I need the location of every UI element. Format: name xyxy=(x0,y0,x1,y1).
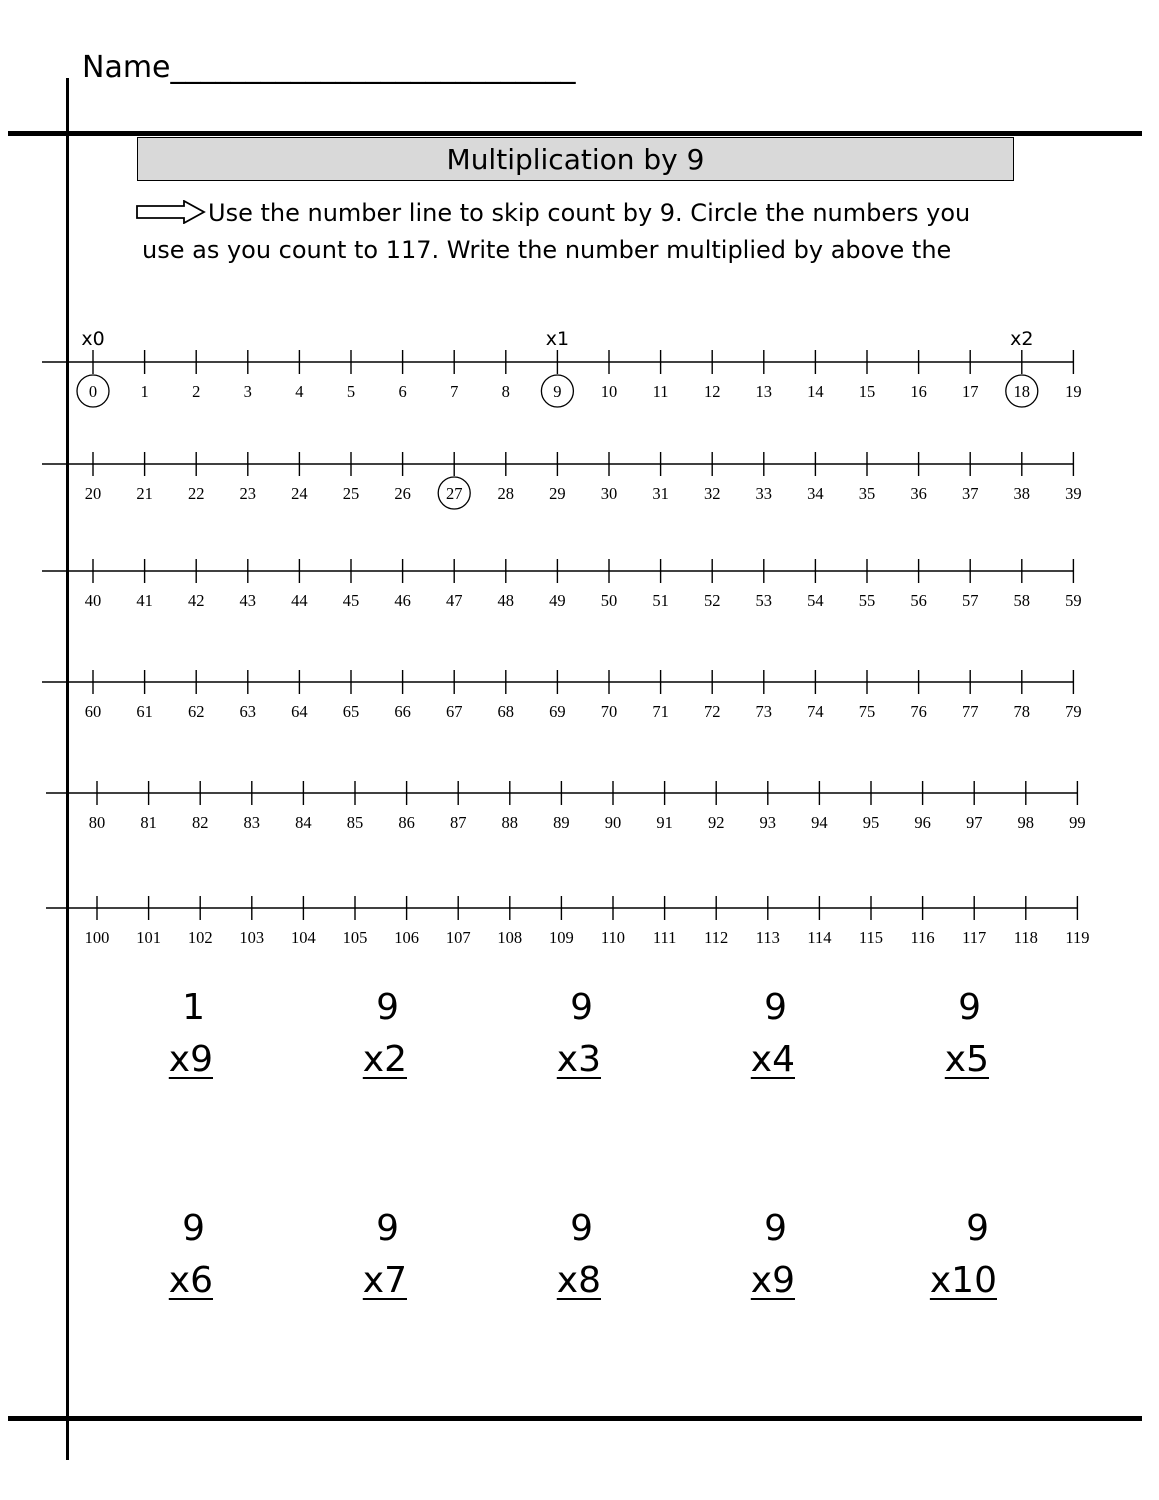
number-label-10[interactable]: 10 xyxy=(600,382,618,401)
number-label-64[interactable]: 64 xyxy=(291,702,308,721)
number-label-30[interactable]: 30 xyxy=(600,484,618,503)
problem-multiplicand: 9 xyxy=(570,1208,593,1249)
number-label-115[interactable]: 115 xyxy=(858,928,884,947)
number-label-23[interactable]: 23 xyxy=(239,484,257,503)
number-label-105[interactable]: 105 xyxy=(342,928,368,947)
number-label-14[interactable]: 14 xyxy=(807,382,824,401)
number-label-48[interactable]: 48 xyxy=(497,591,515,610)
number-label-51[interactable]: 51 xyxy=(652,591,669,610)
number-label-45[interactable]: 45 xyxy=(342,591,360,610)
number-label-21[interactable]: 21 xyxy=(136,484,153,503)
number-label-49[interactable]: 49 xyxy=(549,591,566,610)
number-label-104[interactable]: 104 xyxy=(291,928,316,947)
number-label-1[interactable]: 1 xyxy=(140,382,149,401)
number-label-37[interactable]: 37 xyxy=(961,484,979,503)
number-label-112[interactable]: 112 xyxy=(704,928,729,947)
problem-multiplier: x8 xyxy=(556,1260,601,1301)
number-label-73[interactable]: 73 xyxy=(755,702,773,721)
number-label-36[interactable]: 36 xyxy=(910,484,927,503)
number-label-38[interactable]: 38 xyxy=(1013,484,1031,503)
number-label-68[interactable]: 68 xyxy=(497,702,515,721)
number-label-96[interactable]: 96 xyxy=(914,813,931,832)
number-label-82[interactable]: 82 xyxy=(191,813,209,832)
number-label-27[interactable]: 27 xyxy=(445,484,463,503)
number-label-107[interactable]: 107 xyxy=(445,928,471,947)
number-label-50[interactable]: 50 xyxy=(600,591,618,610)
number-label-100[interactable]: 100 xyxy=(84,928,110,947)
number-label-25[interactable]: 25 xyxy=(342,484,360,503)
number-label-0[interactable]: 0 xyxy=(88,382,98,401)
problem-multiplicand: 1 xyxy=(182,987,205,1028)
number-label-97[interactable]: 97 xyxy=(965,813,983,832)
problem-multiplicand: 9 xyxy=(182,1208,205,1249)
number-label-99[interactable]: 99 xyxy=(1069,813,1086,832)
number-label-4[interactable]: 4 xyxy=(295,382,304,401)
problem-2 xyxy=(317,982,407,1092)
problem-9 xyxy=(705,1203,795,1313)
rule-bottom xyxy=(8,1416,1142,1421)
number-label-3[interactable]: 3 xyxy=(243,382,252,401)
number-label-58[interactable]: 58 xyxy=(1013,591,1031,610)
number-label-85[interactable]: 85 xyxy=(346,813,364,832)
number-label-59[interactable]: 59 xyxy=(1065,591,1082,610)
number-label-34[interactable]: 34 xyxy=(807,484,824,503)
number-label-118[interactable]: 118 xyxy=(1013,928,1038,947)
number-label-60[interactable]: 60 xyxy=(84,702,102,721)
number-label-31[interactable]: 31 xyxy=(652,484,669,503)
number-label-65[interactable]: 65 xyxy=(342,702,360,721)
number-label-20[interactable]: 20 xyxy=(84,484,102,503)
number-label-32[interactable]: 32 xyxy=(703,484,721,503)
number-label-101[interactable]: 101 xyxy=(136,928,161,947)
number-label-57[interactable]: 57 xyxy=(961,591,979,610)
problem-5 xyxy=(899,982,989,1092)
problem-10 xyxy=(907,1203,997,1313)
problem-multiplier: x10 xyxy=(929,1260,997,1301)
problem-multiplier: x3 xyxy=(556,1039,601,1080)
problem-4 xyxy=(705,982,795,1092)
number-label-74[interactable]: 74 xyxy=(807,702,824,721)
number-label-46[interactable]: 46 xyxy=(394,591,411,610)
number-label-71[interactable]: 71 xyxy=(652,702,669,721)
problem-multiplicand: 9 xyxy=(764,987,787,1028)
number-label-40[interactable]: 40 xyxy=(84,591,102,610)
number-label-88[interactable]: 88 xyxy=(501,813,519,832)
problem-multiplier: x7 xyxy=(362,1260,407,1301)
number-label-44[interactable]: 44 xyxy=(291,591,308,610)
worksheet-title: Multiplication by 9 xyxy=(137,137,1014,181)
number-label-15[interactable]: 15 xyxy=(858,382,876,401)
multiplier-mark-9: x1 xyxy=(545,328,570,350)
number-label-108[interactable]: 108 xyxy=(497,928,523,947)
number-label-75[interactable]: 75 xyxy=(858,702,876,721)
number-label-103[interactable]: 103 xyxy=(239,928,265,947)
number-label-13[interactable]: 13 xyxy=(755,382,773,401)
number-label-93[interactable]: 93 xyxy=(759,813,777,832)
problem-multiplier: x2 xyxy=(362,1039,407,1080)
number-label-86[interactable]: 86 xyxy=(398,813,415,832)
number-label-6[interactable]: 6 xyxy=(398,382,407,401)
multiplier-mark-18: x2 xyxy=(1010,328,1034,350)
number-label-18[interactable]: 18 xyxy=(1013,382,1031,401)
number-label-29[interactable]: 29 xyxy=(549,484,566,503)
number-label-26[interactable]: 26 xyxy=(394,484,411,503)
problem-multiplicand: 9 xyxy=(958,987,981,1028)
problem-multiplier: x9 xyxy=(168,1039,213,1080)
number-label-113[interactable]: 113 xyxy=(755,928,780,947)
number-label-5[interactable]: 5 xyxy=(346,382,356,401)
number-label-62[interactable]: 62 xyxy=(187,702,205,721)
number-label-24[interactable]: 24 xyxy=(291,484,308,503)
number-label-43[interactable]: 43 xyxy=(239,591,257,610)
number-label-28[interactable]: 28 xyxy=(497,484,515,503)
number-label-84[interactable]: 84 xyxy=(295,813,312,832)
number-label-56[interactable]: 56 xyxy=(910,591,927,610)
number-label-92[interactable]: 92 xyxy=(707,813,725,832)
number-label-78[interactable]: 78 xyxy=(1013,702,1031,721)
number-label-63[interactable]: 63 xyxy=(239,702,257,721)
number-label-66[interactable]: 66 xyxy=(394,702,411,721)
number-label-119[interactable]: 119 xyxy=(1065,928,1090,947)
instruction-line-1: Use the number line to skip count by 9. Circle the numbers you xyxy=(208,199,971,227)
number-label-98[interactable]: 98 xyxy=(1017,813,1035,832)
number-label-69[interactable]: 69 xyxy=(549,702,566,721)
number-label-53[interactable]: 53 xyxy=(755,591,773,610)
number-label-12[interactable]: 12 xyxy=(703,382,721,401)
number-label-42[interactable]: 42 xyxy=(187,591,205,610)
number-label-94[interactable]: 94 xyxy=(811,813,828,832)
problem-multiplicand: 9 xyxy=(966,1208,989,1249)
number-label-16[interactable]: 16 xyxy=(910,382,927,401)
problem-multiplicand: 9 xyxy=(376,1208,399,1249)
number-label-72[interactable]: 72 xyxy=(703,702,721,721)
number-label-54[interactable]: 54 xyxy=(807,591,824,610)
number-label-47[interactable]: 47 xyxy=(445,591,463,610)
problem-1 xyxy=(123,982,213,1092)
number-label-39[interactable]: 39 xyxy=(1065,484,1082,503)
number-label-8[interactable]: 8 xyxy=(501,382,510,401)
number-label-89[interactable]: 89 xyxy=(553,813,570,832)
number-label-83[interactable]: 83 xyxy=(243,813,261,832)
number-label-106[interactable]: 106 xyxy=(394,928,419,947)
number-label-2[interactable]: 2 xyxy=(192,382,201,401)
number-label-11[interactable]: 11 xyxy=(652,382,669,401)
problem-multiplicand: 9 xyxy=(764,1208,787,1249)
number-label-116[interactable]: 116 xyxy=(910,928,935,947)
number-label-67[interactable]: 67 xyxy=(445,702,463,721)
number-label-77[interactable]: 77 xyxy=(961,702,979,721)
number-label-117[interactable]: 117 xyxy=(962,928,987,947)
number-label-9[interactable]: 9 xyxy=(553,382,562,401)
number-label-90[interactable]: 90 xyxy=(604,813,622,832)
problem-multiplier: x4 xyxy=(750,1039,795,1080)
problem-8 xyxy=(511,1203,601,1313)
problem-3 xyxy=(511,982,601,1092)
number-label-102[interactable]: 102 xyxy=(187,928,213,947)
number-label-61[interactable]: 61 xyxy=(136,702,153,721)
number-label-22[interactable]: 22 xyxy=(187,484,205,503)
number-label-111[interactable]: 111 xyxy=(652,928,677,947)
number-label-33[interactable]: 33 xyxy=(755,484,773,503)
number-label-114[interactable]: 114 xyxy=(807,928,832,947)
number-label-109[interactable]: 109 xyxy=(549,928,574,947)
number-label-76[interactable]: 76 xyxy=(910,702,927,721)
number-label-7[interactable]: 7 xyxy=(450,382,459,401)
number-label-95[interactable]: 95 xyxy=(862,813,880,832)
number-label-52[interactable]: 52 xyxy=(703,591,721,610)
number-label-91[interactable]: 91 xyxy=(656,813,673,832)
number-label-70[interactable]: 70 xyxy=(600,702,618,721)
number-label-81[interactable]: 81 xyxy=(140,813,157,832)
instruction-line-2: use as you count to 117. Write the number multiplied by above the xyxy=(142,236,952,264)
number-label-110[interactable]: 110 xyxy=(600,928,626,947)
number-label-17[interactable]: 17 xyxy=(961,382,979,401)
problem-multiplier: x5 xyxy=(944,1039,989,1080)
number-label-55[interactable]: 55 xyxy=(858,591,876,610)
number-label-87[interactable]: 87 xyxy=(449,813,467,832)
name-label: Name___________________________ xyxy=(82,50,576,85)
problem-multiplier: x9 xyxy=(750,1260,795,1301)
number-label-80[interactable]: 80 xyxy=(88,813,106,832)
problem-multiplicand: 9 xyxy=(376,987,399,1028)
problem-7 xyxy=(317,1203,407,1313)
problem-6 xyxy=(123,1203,213,1313)
number-label-35[interactable]: 35 xyxy=(858,484,876,503)
number-label-19[interactable]: 19 xyxy=(1065,382,1082,401)
problem-multiplicand: 9 xyxy=(570,987,593,1028)
number-label-79[interactable]: 79 xyxy=(1065,702,1082,721)
multiplier-mark-0: x0 xyxy=(81,328,105,350)
number-label-41[interactable]: 41 xyxy=(136,591,153,610)
problem-multiplier: x6 xyxy=(168,1260,213,1301)
